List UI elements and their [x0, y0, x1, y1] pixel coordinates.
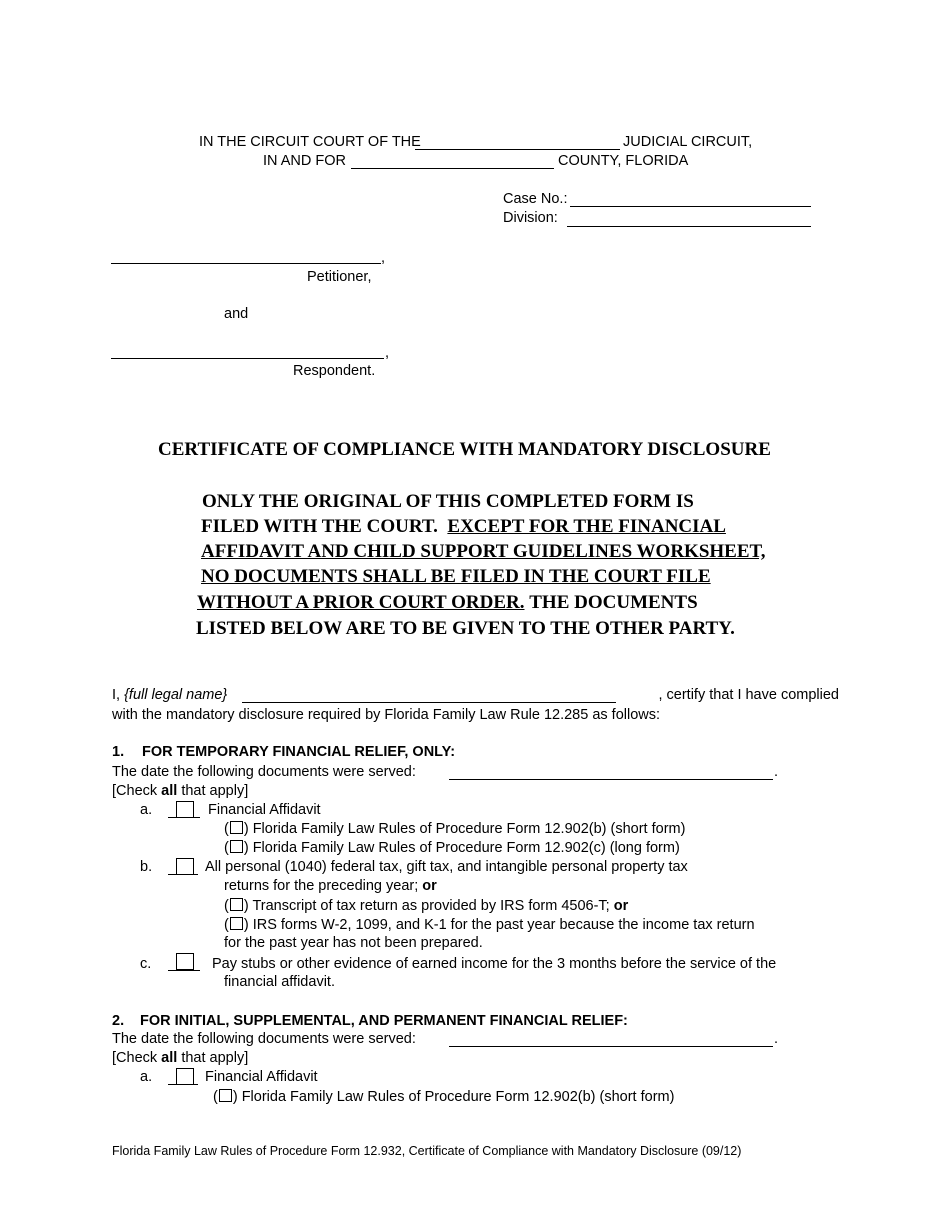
- notice-line-5: WITHOUT A PRIOR COURT ORDER. THE DOCUMENTS: [197, 592, 698, 613]
- in-and-for-label: IN AND FOR: [263, 153, 346, 169]
- checkbox-icon[interactable]: [230, 840, 243, 853]
- division-blank[interactable]: [567, 226, 811, 227]
- section-1-item-c-checkbox[interactable]: [176, 953, 194, 970]
- section-1-item-c-text-2: financial affidavit.: [224, 974, 335, 990]
- division-label: Division:: [503, 210, 558, 226]
- section-1-served-label: The date the following documents were served:: [112, 764, 416, 780]
- petitioner-blank[interactable]: [111, 263, 381, 264]
- certify-line-2: with the mandatory disclosure required by Florida Family Law Rule 12.285 as follows:: [112, 707, 661, 723]
- section-1-number: 1.: [112, 744, 125, 760]
- checkbox-icon[interactable]: [230, 821, 243, 834]
- section-1-served-date-blank[interactable]: [449, 779, 773, 780]
- section-1-item-a-option-2: ( ) Florida Family Law Rules of Procedure Form 12.902(c) (long form): [224, 840, 680, 856]
- notice-line-3: AFFIDAVIT AND CHILD SUPPORT GUIDELINES WORKSHEET,: [201, 541, 766, 562]
- section-2-served-date-blank[interactable]: [449, 1046, 773, 1047]
- case-no-label: Case No.:: [503, 191, 568, 207]
- section-1-item-c-text: Pay stubs or other evidence of earned income for the 3 months before the service of the: [212, 956, 777, 972]
- checkbox-icon[interactable]: [230, 917, 243, 930]
- section-1-check-all: [Check all that apply]: [112, 783, 249, 799]
- respondent-label: Respondent.: [293, 363, 376, 379]
- section-2-item-a-checkbox[interactable]: [176, 1068, 194, 1085]
- section-1-item-c-underline: [168, 970, 200, 971]
- section-2-period: .: [774, 1031, 779, 1047]
- section-1-item-a-checkbox[interactable]: [176, 801, 194, 818]
- section-1-heading: FOR TEMPORARY FINANCIAL RELIEF, ONLY:: [142, 744, 456, 760]
- certify-prefix: I, {full legal name}: [112, 687, 228, 703]
- section-2-served-label: The date the following documents were served:: [112, 1031, 416, 1047]
- section-1-item-a-option-1: ( ) Florida Family Law Rules of Procedure Form 12.902(b) (short form): [224, 821, 686, 837]
- section-2-check-all: [Check all that apply]: [112, 1050, 249, 1066]
- judicial-circuit-label: JUDICIAL CIRCUIT,: [623, 134, 753, 150]
- notice-line-1: ONLY THE ORIGINAL OF THIS COMPLETED FORM IS: [202, 491, 694, 512]
- section-1-item-a-text: Financial Affidavit: [208, 802, 321, 818]
- section-1-item-b-label: b.: [140, 859, 153, 875]
- checkbox-icon[interactable]: [219, 1089, 232, 1102]
- county-florida-label: COUNTY, FLORIDA: [558, 153, 689, 169]
- county-blank[interactable]: [351, 168, 554, 169]
- section-1-item-a-label: a.: [140, 802, 153, 818]
- section-1-item-b-option-1: ( ) Transcript of tax return as provided by IRS form 4506-T; or: [224, 898, 629, 914]
- section-1-item-b-option-2: ( ) IRS forms W-2, 1099, and K-1 for the past year because the income tax return: [224, 917, 755, 933]
- petitioner-label: Petitioner,: [307, 269, 372, 285]
- section-2-item-a-option-1: ( ) Florida Family Law Rules of Procedure Form 12.902(b) (short form): [213, 1089, 675, 1105]
- circuit-blank[interactable]: [415, 149, 620, 150]
- checkbox-icon[interactable]: [230, 898, 243, 911]
- section-1-period: .: [774, 764, 779, 780]
- section-1-item-b-option-2-cont: for the past year has not been prepared.: [224, 935, 483, 951]
- court-label: IN THE CIRCUIT COURT OF THE: [199, 134, 421, 150]
- petitioner-comma: ,: [381, 250, 386, 266]
- and-label: and: [224, 306, 249, 322]
- respondent-comma: ,: [385, 345, 390, 361]
- section-2-number: 2.: [112, 1013, 125, 1029]
- certify-suffix: , certify that I have complied: [658, 687, 839, 703]
- section-1-item-b-checkbox[interactable]: [176, 858, 194, 875]
- section-2-item-a-text: Financial Affidavit: [205, 1069, 318, 1085]
- section-2-heading: FOR INITIAL, SUPPLEMENTAL, AND PERMANENT FINANCIAL RELIEF:: [140, 1013, 628, 1029]
- section-1-item-c-label: c.: [140, 956, 152, 972]
- notice-line-6: LISTED BELOW ARE TO BE GIVEN TO THE OTHER PARTY.: [196, 618, 735, 639]
- section-2-item-a-label: a.: [140, 1069, 153, 1085]
- page-title: CERTIFICATE OF COMPLIANCE WITH MANDATORY DISCLOSURE: [158, 439, 771, 460]
- notice-line-2: FILED WITH THE COURT. EXCEPT FOR THE FINANCIAL: [201, 516, 726, 537]
- case-no-blank[interactable]: [570, 206, 811, 207]
- respondent-blank[interactable]: [111, 358, 384, 359]
- notice-line-4: NO DOCUMENTS SHALL BE FILED IN THE COURT FILE: [201, 566, 711, 587]
- full-legal-name-blank[interactable]: [242, 702, 616, 703]
- section-1-item-b-text: All personal (1040) federal tax, gift tax, and intangible personal property tax: [205, 859, 688, 875]
- section-1-item-b-text-2: returns for the preceding year; or: [224, 878, 437, 894]
- page-footer: Florida Family Law Rules of Procedure Form 12.932, Certificate of Compliance with Mandatory Disclosure (09/12): [112, 1144, 742, 1158]
